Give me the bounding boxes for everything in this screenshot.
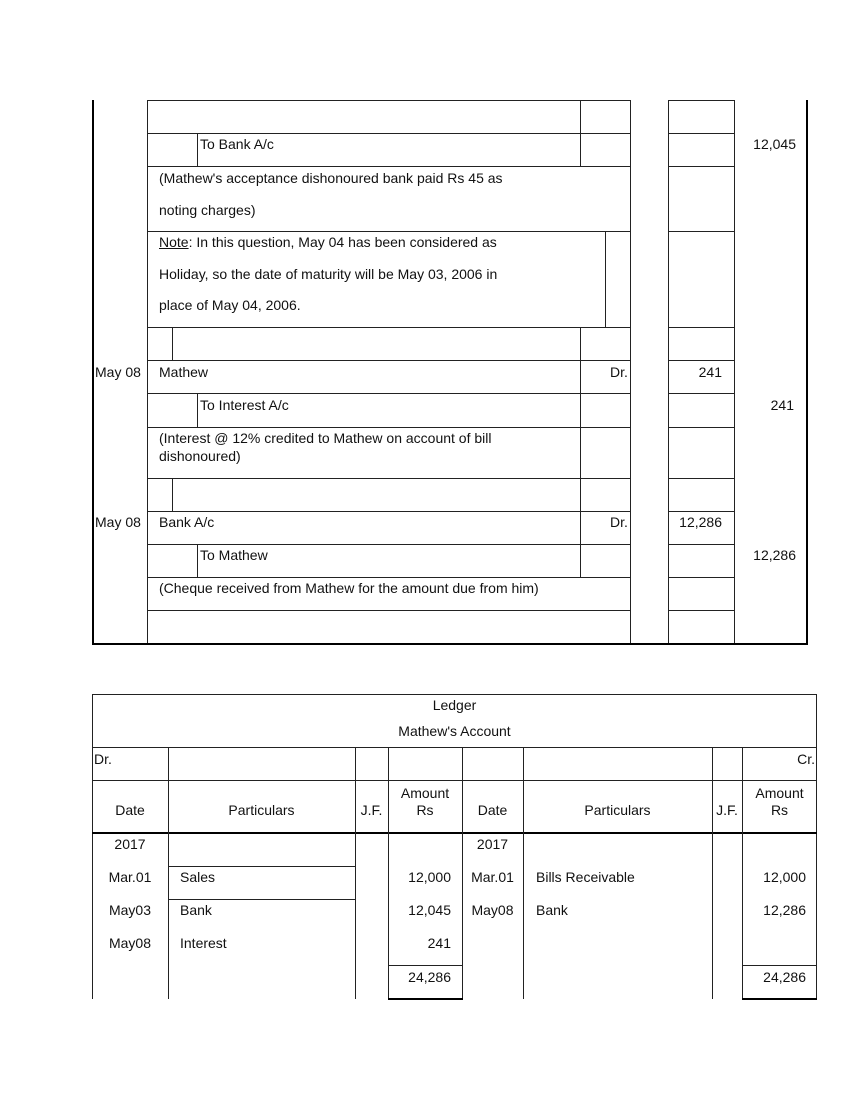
- note-line: Holiday, so the date of maturity will be May 03, 2006 in: [159, 266, 498, 282]
- narration-line: (Cheque received from Mathew for the amount due from him): [159, 580, 539, 596]
- dr-label: Dr.: [94, 751, 112, 767]
- note-line: place of May 04, 2006.: [159, 297, 301, 313]
- header-jf: J.F.: [716, 802, 738, 818]
- dr-label: Dr.: [610, 364, 628, 380]
- cr-label: Cr.: [797, 751, 815, 767]
- debit-row-particulars: Sales: [180, 869, 216, 885]
- entry-date: May 08: [95, 514, 141, 530]
- header-amount: Amount: [400, 785, 450, 801]
- total-right: 24,286: [763, 969, 806, 985]
- header-amount-unit: Rs: [770, 802, 789, 818]
- debit-row-amount: 12,000: [408, 869, 451, 885]
- note-line: Note: In this question, May 04 has been considered as: [159, 234, 497, 250]
- credit-amount: 12,286: [753, 547, 796, 563]
- debit-row-amount: 12,045: [408, 902, 451, 918]
- credit-line: To Mathew: [200, 547, 268, 563]
- narration-line: dishonoured): [159, 448, 241, 464]
- narration-line: (Mathew's acceptance dishonoured bank paid Rs 45 as: [159, 170, 503, 186]
- credit-amount: 241: [770, 397, 794, 413]
- credit-row-date: Mar.01: [471, 869, 514, 885]
- credit-row-amount: 12,286: [763, 902, 806, 918]
- debit-row-particulars: Bank: [180, 902, 212, 918]
- header-date: Date: [477, 802, 508, 818]
- account-title: Mathew's Account: [398, 723, 511, 739]
- header-jf: J.F.: [360, 802, 383, 818]
- header-particulars: Particulars: [228, 802, 295, 818]
- debit-row-date: Mar.01: [108, 869, 152, 885]
- journal-left-border: [92, 100, 94, 644]
- credit-row-date: May08: [471, 902, 514, 918]
- total-left: 24,286: [408, 969, 451, 985]
- debit-row-amount: 241: [427, 935, 451, 951]
- credit-line: To Interest A/c: [200, 397, 289, 413]
- debit-row-particulars: Interest: [180, 935, 227, 951]
- credit-amount: 12,045: [753, 136, 796, 152]
- narration-line: (Interest @ 12% credited to Mathew on account of bill: [159, 430, 492, 446]
- header-date: Date: [115, 802, 145, 818]
- header-amount: Amount: [755, 785, 804, 801]
- note-label: Note: [159, 234, 189, 250]
- year-right: 2017: [476, 836, 509, 852]
- header-amount-unit: Rs: [416, 802, 434, 818]
- credit-row-particulars: Bank: [536, 902, 568, 918]
- credit-line: To Bank A/c: [200, 136, 274, 152]
- debit-amount: 12,286: [679, 514, 722, 530]
- debit-account: Bank A/c: [159, 514, 215, 530]
- journal-date-divider: [147, 100, 148, 644]
- credit-row-particulars: Bills Receivable: [536, 869, 635, 885]
- debit-amount: 241: [698, 364, 722, 380]
- dr-label: Dr.: [610, 514, 628, 530]
- ledger-title: Ledger: [432, 697, 477, 713]
- entry-date: May 08: [95, 364, 141, 380]
- header-particulars: Particulars: [584, 802, 651, 818]
- narration-line: noting charges): [159, 202, 256, 218]
- credit-row-amount: 12,000: [763, 869, 806, 885]
- debit-account: Mathew: [159, 364, 209, 380]
- debit-row-date: May03: [108, 902, 152, 918]
- year-left: 2017: [114, 836, 146, 852]
- journal-right-border: [806, 100, 808, 644]
- debit-row-date: May08: [108, 935, 152, 951]
